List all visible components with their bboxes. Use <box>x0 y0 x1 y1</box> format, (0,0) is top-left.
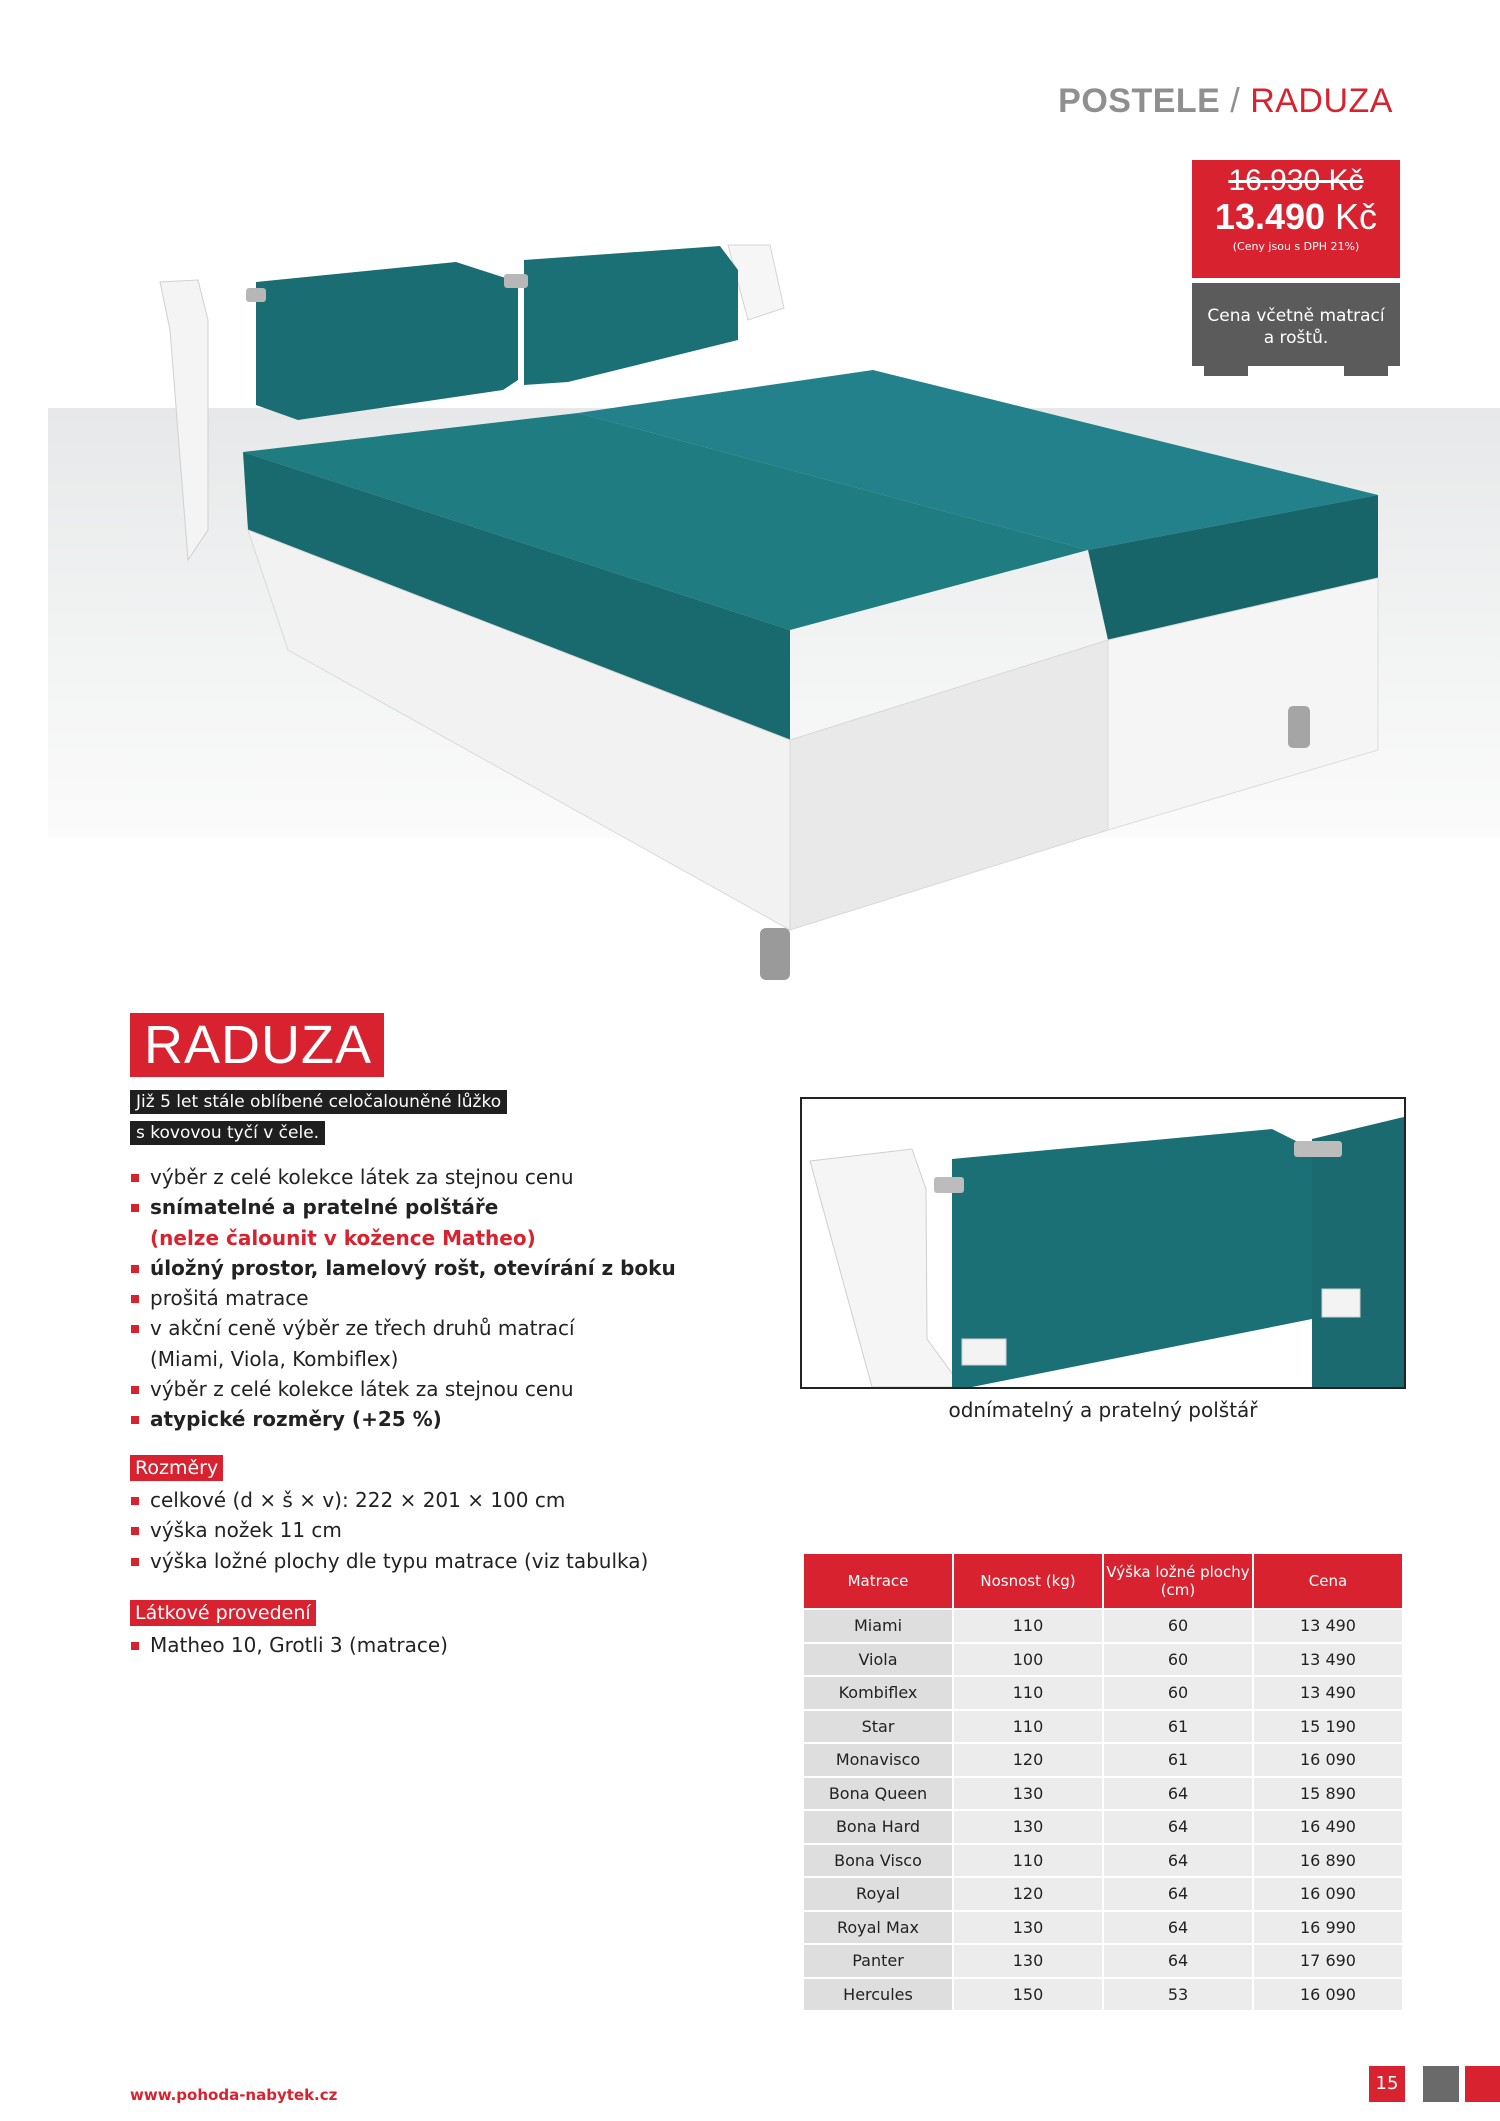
fabric-heading: Látkové provedení <box>130 1600 316 1626</box>
column-header: Cena <box>1254 1554 1402 1608</box>
table-cell: 16 090 <box>1254 1744 1402 1776</box>
cushion-right <box>524 246 738 385</box>
column-header: Nosnost (kg) <box>954 1554 1102 1608</box>
column-header: Výška ložné plochy (cm) <box>1104 1554 1252 1608</box>
table-cell: 16 990 <box>1254 1912 1402 1944</box>
list-item: úložný prostor, lamelový rošt, otevírání z boku <box>130 1253 730 1283</box>
table-cell: 120 <box>954 1878 1102 1910</box>
list-item: výběr z celé kolekce látek za stejnou cenu <box>130 1162 730 1192</box>
table-cell: Viola <box>804 1644 952 1676</box>
cushion-detail-photo <box>800 1097 1406 1389</box>
table-cell: 15 190 <box>1254 1711 1402 1743</box>
feature-list <box>130 1162 730 1435</box>
dimensions-list <box>130 1485 730 1576</box>
table-cell: 16 890 <box>1254 1845 1402 1877</box>
new-price-amount: 13.490 <box>1214 196 1326 237</box>
table-cell: Bona Visco <box>804 1845 952 1877</box>
list-item: výška nožek 11 cm <box>130 1515 730 1545</box>
table-cell: 64 <box>1104 1778 1252 1810</box>
table-cell: 60 <box>1104 1644 1252 1676</box>
table-cell: 53 <box>1104 1979 1252 2011</box>
table-row <box>804 1610 1402 1642</box>
table-cell: 60 <box>1104 1677 1252 1709</box>
list-item: Matheo 10, Grotli 3 (matrace) <box>130 1630 730 1660</box>
table-row <box>804 1744 1402 1776</box>
leg-front <box>760 928 790 980</box>
table-cell: Star <box>804 1711 952 1743</box>
included-line-1: Cena včetně matrací <box>1207 306 1385 326</box>
product-name-header: RADUZA <box>1250 82 1393 120</box>
table-cell: 64 <box>1104 1811 1252 1843</box>
table-cell: Kombiflex <box>804 1677 952 1709</box>
table-cell: 130 <box>954 1811 1102 1843</box>
column-header: Matrace <box>804 1554 952 1608</box>
base-front <box>790 640 1108 930</box>
vat-note: (Ceny jsou s DPH 21%) <box>1232 240 1360 253</box>
table-cell: 64 <box>1104 1845 1252 1877</box>
category-label: POSTELE <box>1058 82 1221 120</box>
page-number: 15 <box>1369 2066 1405 2102</box>
table-row <box>804 1644 1402 1676</box>
detail-bracket-2 <box>962 1339 1006 1365</box>
headboard-left <box>160 280 208 560</box>
list-item: atypické rozměry (+25 %) <box>130 1404 730 1434</box>
list-item: výška ložné plochy dle typu matrace (viz tabulka) <box>130 1546 730 1576</box>
mattress-table <box>802 1552 1404 2012</box>
website-link[interactable]: www.pohoda-nabytek.cz <box>130 2086 338 2104</box>
table-row <box>804 1878 1402 1910</box>
table-cell: 110 <box>954 1610 1102 1642</box>
table-cell: Miami <box>804 1610 952 1642</box>
table-row <box>804 1778 1402 1810</box>
detail-rod-right <box>1294 1141 1342 1157</box>
table-cell: Monavisco <box>804 1744 952 1776</box>
table-cell: 120 <box>954 1744 1102 1776</box>
table-cell: 13 490 <box>1254 1644 1402 1676</box>
bed-product-image <box>48 230 1500 990</box>
table-cell: Panter <box>804 1945 952 1977</box>
header-separator: / <box>1230 82 1241 120</box>
table-header-row <box>804 1554 1402 1608</box>
metal-rod-left <box>246 288 266 302</box>
table-row <box>804 1677 1402 1709</box>
list-item: v akční ceně výběr ze třech druhů matrací <box>130 1313 730 1343</box>
table-cell: 13 490 <box>1254 1677 1402 1709</box>
table-cell: 16 490 <box>1254 1811 1402 1843</box>
table-cell: 60 <box>1104 1610 1252 1642</box>
table-cell: 100 <box>954 1644 1102 1676</box>
list-item: celkové (d × š × v): 222 × 201 × 100 cm <box>130 1485 730 1515</box>
table-cell: 16 090 <box>1254 1979 1402 2011</box>
table-cell: 17 690 <box>1254 1945 1402 1977</box>
cushion-left <box>256 262 518 420</box>
table-row <box>804 1711 1402 1743</box>
table-cell: Hercules <box>804 1979 952 2011</box>
table-cell: 130 <box>954 1778 1102 1810</box>
detail-rod-left <box>934 1177 964 1193</box>
table-row <box>804 1979 1402 2011</box>
table-cell: 64 <box>1104 1945 1252 1977</box>
dimensions-heading: Rozměry <box>130 1455 223 1481</box>
old-price: 16.930 Kč <box>1228 164 1364 197</box>
table-row <box>804 1811 1402 1843</box>
new-price-currency: Kč <box>1335 196 1378 237</box>
detail-cushion-2 <box>1312 1117 1404 1387</box>
table-cell: 130 <box>954 1945 1102 1977</box>
table-cell: 61 <box>1104 1711 1252 1743</box>
intro-line-2: s kovovou tyčí v čele. <box>130 1121 325 1145</box>
table-row <box>804 1845 1402 1877</box>
table-cell: 130 <box>954 1912 1102 1944</box>
list-item: (nelze čalounit v kožence Matheo) <box>150 1225 536 1250</box>
table-cell: 64 <box>1104 1912 1252 1944</box>
table-cell: 61 <box>1104 1744 1252 1776</box>
list-item: prošitá matrace <box>130 1283 730 1313</box>
photo-caption: odnímatelný a pratelný polštář <box>948 1398 1258 1422</box>
table-cell: 110 <box>954 1677 1102 1709</box>
table-row <box>804 1945 1402 1977</box>
table-cell: 110 <box>954 1711 1102 1743</box>
table-cell: Bona Queen <box>804 1778 952 1810</box>
intro-line-1: Již 5 let stále oblíbené celočalouněné lůžko <box>130 1090 507 1114</box>
table-cell: 15 890 <box>1254 1778 1402 1810</box>
metal-rod-right <box>504 274 528 288</box>
table-row <box>804 1912 1402 1944</box>
list-item: výběr z celé kolekce látek za stejnou cenu <box>130 1374 730 1404</box>
table-cell: 110 <box>954 1845 1102 1877</box>
product-title-box <box>130 1013 384 1077</box>
page-header <box>1058 82 1393 121</box>
table-cell: 13 490 <box>1254 1610 1402 1642</box>
table-cell: 16 090 <box>1254 1878 1402 1910</box>
table-cell: 64 <box>1104 1878 1252 1910</box>
leg-right <box>1288 706 1310 748</box>
footer-square-red <box>1465 2066 1500 2102</box>
table-cell: Bona Hard <box>804 1811 952 1843</box>
table-cell: 150 <box>954 1979 1102 2011</box>
footer-square-gray <box>1423 2066 1459 2102</box>
detail-bracket <box>1322 1289 1360 1317</box>
fabric-list <box>130 1630 730 1660</box>
product-title: RADUZA <box>144 1015 373 1075</box>
table-cell: Royal <box>804 1878 952 1910</box>
table-cell: Royal Max <box>804 1912 952 1944</box>
list-item: (Miami, Viola, Kombiflex) <box>150 1346 399 1371</box>
list-item: snímatelné a pratelné polštáře <box>130 1192 730 1222</box>
included-line-2: a roštů. <box>1263 328 1329 348</box>
